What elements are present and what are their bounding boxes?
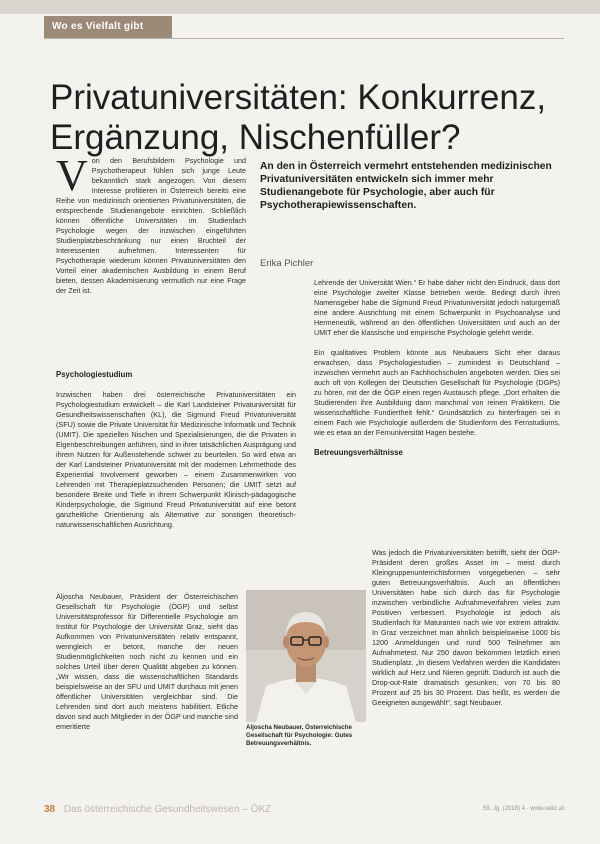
article-lead: An den in Österreich vermehrt entstehenden medizinischen Privatuniversitäten entwickeln sich immer mehr Studienangebote für Psychologie, aber auch für Psychotherapiewissenschaften. — [260, 161, 552, 211]
subhead-psychologiestudium: Psychologiestudium — [56, 370, 133, 379]
drop-cap: V — [56, 151, 88, 200]
paragraph: Inzwischen haben drei österreichische Privatuniversitäten ein Psychologiestudium entwickelt – die Karl Landsteiner Privatuniversität für Gesundheitswissenschaften (KL), die Sigmund Freud Privatuniversität (SFU) sowie die Private Universität für Medizinische Informatik und Technik (UMIT). Die speziellen Nischen und Spezialisierungen, die die Privaten in Eigenbeschreibungen anführen, sind in ihrer tatsächlichen Ausprägung und ihrem Nutzen für Außenstehende schwer zu beurteilen. So wird etwa an der Karl Landsteiner Privatuniversität mit der modernen Lehrmethode des Experiential Involvement geworben – einem Zusammenwirken von Lehrenden mit Therapieplatzsuchenden Personen; die UMIT setzt auf besondere Breite und Tiefe in ihrem Schwerpunkt Klinisch-pädagogische Kinderpsychologie, die Sigmund Freud Privatuniversität auf eine betont ganzheitliche Orientierung als Alternative zur sonstigen theoretisch-naturwissenschaftlichen Ausrichtung. — [56, 390, 296, 529]
left-column — [56, 370, 296, 540]
divider — [44, 38, 564, 39]
subhead-betreuungsverhaeltnisse: Betreuungsverhältnisse — [314, 448, 403, 457]
portrait-illustration — [246, 590, 366, 722]
article-author: Erika Pichler — [260, 258, 314, 269]
paragraph: Aljoscha Neubauer, Präsident der Österreichischen Gesellschaft für Psychologie (ÖGP) und selbst Universitätsprofessor für Differentielle Psychologie am Institut für Psychologie der Universität Graz, sieht das Aufkommen von Privatuniversitäten relativ entspannt, wenngleich er betont, manche der neuen Studienmöglichkeiten noch nicht zu kennen und ein solches Urteil über deren Qualität abgeben zu können. „Wir wissen, dass die wissenschaftlichen Standards beispielsweise an der SFU und UMIT durchaus mit jenen öffentlicher Universitäten vergleichbar sind. Die Lehrenden sind dort auch meistens habilitiert. Etliche davon sind auch Mitglieder in der ÖGP und manche sind emeritierte — [56, 592, 238, 731]
intro-column — [56, 151, 246, 296]
intro-paragraph: on den Berufsbildern Psychologie und Psychotherapeut fühlen sich junge Leute bekanntlich stark angezogen. Von diesem Interesse profitieren in Österreich bereits eine Reihe von medizinisch orientierten Privatuniversitäten, die entsprechende Studienangebote einrichten. Schließlich können öffentliche Universitäten im Studienfach Psychologie wegen der inzwischen eingeführten Studienplatzbeschränkung nur einen Bruchteil der Interessenten aufnehmen. Interessenten für Psychotherapie wiederum können Privatuniversitäten den Vorteil einer akademischen Ausbildung in einem Beruf bieten, dessen Akademisierung vermutlich nur eine Frage der Zeit ist. — [56, 156, 246, 295]
paragraph: Was jedoch die Privatuniversitäten betrifft, sieht der ÖGP-Präsident deren großes Asset im – meist durch Kleingruppenunterrichtsformen vorgegebenen – sehr guten Betreuungsverhältnis. Auch an öffentlichen Universitäten habe sich durch das für Psychologie inzwischen verbindliche Aufnahmeverfahren vieles zum Positiven verbessert. Psychologie ist jedoch als Studienfach für Maturanten nach wie vor extrem attraktiv. In Graz verzeichnet man ähnlich beispielsweise 1000 bis 1200 Anmeldungen und rund 500 Teilnehmer am Aufnahmetest. Nur 250 davon bekommen letztlich einen Studienplatz. „In diesem Verfahren werden die Kandidaten wirklich auf Herz und Nieren geprüft. Dadurch ist auch die Drop-out-Rate dramatisch gesunken, von 70 bis 80 Prozent auf 25 bis 30 Prozent. Das heißt, es werden die Geeigneten ausgewählt“, sagt Neubauer. — [372, 548, 560, 707]
right-column — [314, 278, 560, 468]
paragraph: Ein qualitatives Problem könnte aus Neubauers Sicht eher daraus erwachsen, dass Psychologiestudien – zumindest in Deutschland – inzwischen vermehrt auch an Fachhochschulen angeboten werden. Dies sei auch oft von Kollegen der Deutschen Gesellschaft für Psychologie (DGPs) zu hören, mit der die ÖGP einen regen Austausch pflege. „Dort erhalten die Studierenden ihre Ausbildung dann manchmal von reinen Praktikern. Die wissenschaftliche Fundiertheit fehlt.“ Grundsätzlich zu hinterfragen sei in einem Fach wie Psychologie außerdem die Studienform des Fernstudiums, wie es etwa an der Fernuniversität Hagen bestehe. — [314, 348, 560, 437]
article-title — [50, 78, 570, 158]
portrait-photo — [246, 590, 366, 722]
page-footer — [44, 804, 564, 818]
title-line-2: Ergänzung, Nischenfüller? — [50, 118, 461, 157]
page-number: 38 — [44, 804, 56, 815]
title-line-1: Privatuniversitäten: Konkurrenz, — [50, 78, 547, 117]
right-column-lower — [372, 548, 560, 718]
publication-name: Das österreichische Gesundheitswesen – ÖKZ — [63, 804, 272, 815]
top-bar — [0, 0, 600, 14]
footer-issue: 59. Jg. (2018) 4 · www.oekz.at — [482, 806, 564, 812]
section-tag: Wo es Vielfalt gibt — [44, 16, 172, 38]
paragraph: Lehrende der Universität Wien.“ Er habe daher nicht den Eindruck, dass dort eine Psychologie zweiter Klasse betrieben werde. Bedingt durch ihren Namensgeber habe die Sigmund Freud Privatuniversität jedoch naturgemäß eine andere Ausrichtung mit einem Schwerpunkt in Psychoanalyse und Hermeneutik, während an den öffentlichen Universitäten und auch an der UMIT eher die klassische und empirische Psychologie gelehrt werde. — [314, 278, 560, 337]
left-column-lower — [56, 592, 238, 742]
photo-caption: Aljoscha Neubauer, Österreichische Gesellschaft für Psychologie: Gutes Betreuungsverhältnis. — [246, 724, 353, 747]
